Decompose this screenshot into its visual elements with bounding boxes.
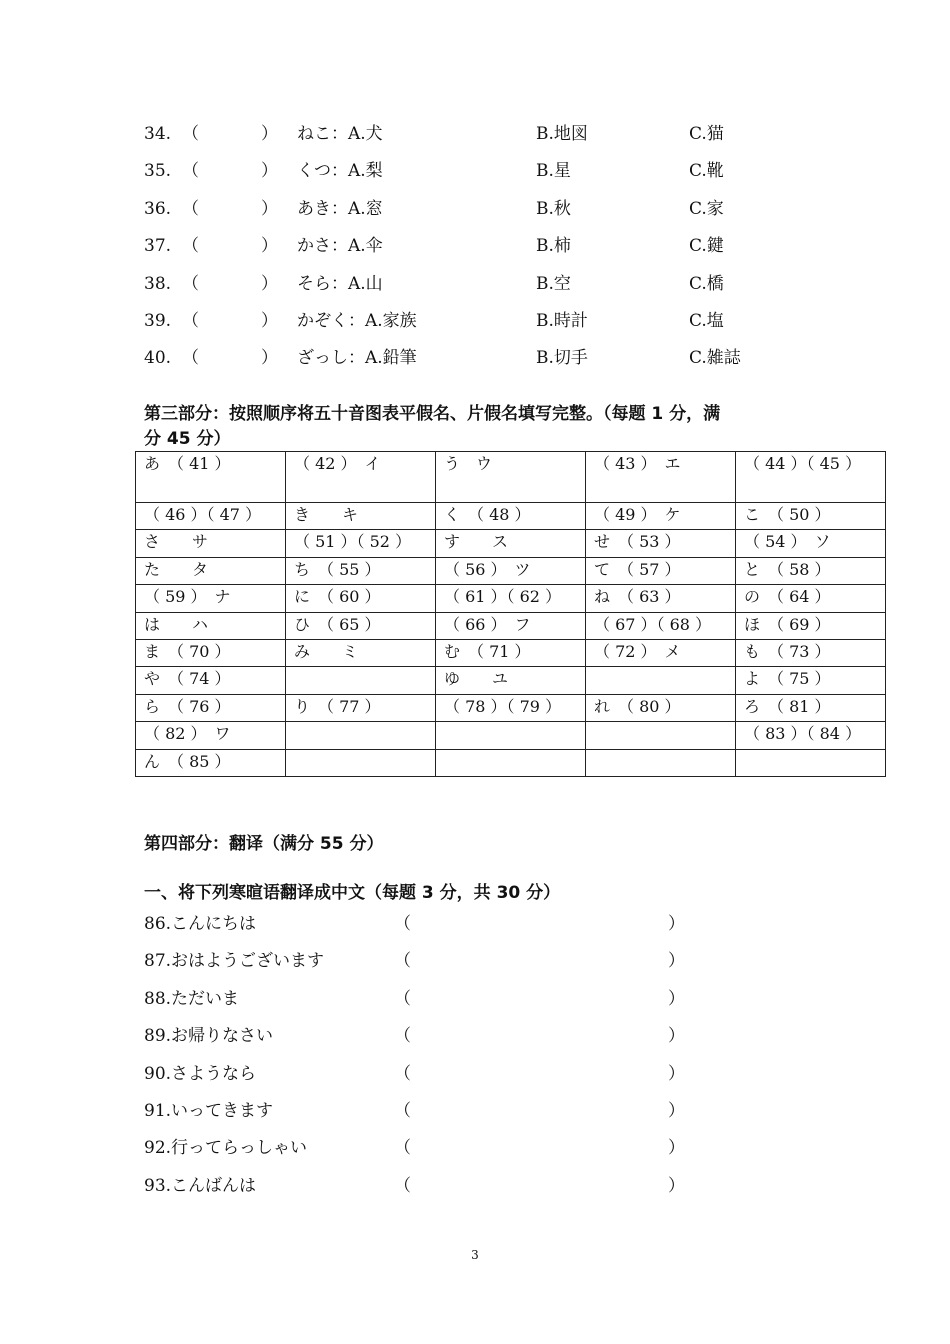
kana-cell: （ 49 ） ケ bbox=[586, 503, 736, 530]
kana-cell bbox=[586, 749, 736, 776]
kana-cell: （ 59 ） ナ bbox=[136, 585, 286, 612]
kana-row bbox=[136, 452, 886, 503]
kana-row bbox=[136, 612, 886, 639]
question-number: 40. bbox=[144, 348, 172, 369]
kana-cell: ろ （ 81 ） bbox=[736, 694, 886, 721]
kana-cell: れ （ 80 ） bbox=[586, 694, 736, 721]
kana-row bbox=[136, 557, 886, 584]
question-row bbox=[144, 157, 844, 194]
answer-blank-close: ） bbox=[668, 1026, 685, 1047]
kana-cell: り （ 77 ） bbox=[286, 694, 436, 721]
translation-row bbox=[144, 947, 704, 984]
kana-row bbox=[136, 503, 886, 530]
question-row bbox=[144, 195, 844, 232]
greeting-phrase: 88.ただいま bbox=[144, 988, 240, 1009]
kana-cell: （ 42 ） イ bbox=[286, 452, 436, 503]
kana-cell: と （ 58 ） bbox=[736, 557, 886, 584]
option-a: かさ：A.伞 bbox=[297, 236, 383, 257]
answer-blank-open[interactable]: （ bbox=[182, 273, 199, 294]
kana-cell: ひ （ 65 ） bbox=[286, 612, 436, 639]
multiple-choice-section bbox=[144, 120, 844, 382]
kana-cell: （ 66 ） フ bbox=[436, 612, 586, 639]
kana-row bbox=[136, 585, 886, 612]
kana-cell: ま （ 70 ） bbox=[136, 639, 286, 666]
answer-blank-close: ） bbox=[668, 1175, 685, 1196]
option-b: B.星 bbox=[536, 161, 571, 182]
answer-blank-open[interactable]: （ bbox=[394, 914, 411, 934]
greeting-phrase: 93.こんばんは bbox=[144, 1175, 257, 1196]
translation-row bbox=[144, 1022, 704, 1059]
option-b: B.空 bbox=[536, 273, 571, 294]
translation-row bbox=[144, 1134, 704, 1171]
part3-heading-continued: 分 45 分） bbox=[144, 429, 231, 449]
kana-cell bbox=[586, 722, 736, 749]
kana-cell: ゆ ユ bbox=[436, 667, 586, 694]
answer-blank-open[interactable]: （ bbox=[394, 988, 411, 1009]
kana-cell: て （ 57 ） bbox=[586, 557, 736, 584]
question-row bbox=[144, 270, 844, 307]
question-number: 36. bbox=[144, 198, 172, 219]
kana-cell: は ハ bbox=[136, 612, 286, 639]
question-number: 39. bbox=[144, 310, 172, 331]
option-b: B.秋 bbox=[536, 198, 571, 219]
answer-blank-open[interactable]: （ bbox=[182, 236, 199, 257]
answer-blank-close: ） bbox=[668, 914, 685, 934]
greeting-phrase: 91.いってきます bbox=[144, 1100, 274, 1121]
answer-blank-open[interactable]: （ bbox=[182, 310, 199, 331]
answer-blank-close: ） bbox=[261, 348, 278, 369]
part4-subheading: 一、将下列寒暄语翻译成中文（每题 3 分，共 30 分） bbox=[144, 883, 561, 903]
option-b: B.切手 bbox=[536, 348, 588, 369]
kana-cell: （ 82 ） ワ bbox=[136, 722, 286, 749]
answer-blank-close: ） bbox=[261, 273, 278, 294]
question-number: 35. bbox=[144, 161, 172, 182]
kana-cell: う ウ bbox=[436, 452, 586, 503]
kana-cell bbox=[586, 667, 736, 694]
translation-section bbox=[144, 910, 704, 1209]
kana-cell: く （ 48 ） bbox=[436, 503, 586, 530]
kana-cell: も （ 73 ） bbox=[736, 639, 886, 666]
option-c: C.雑誌 bbox=[689, 348, 741, 369]
option-c: C.家 bbox=[689, 198, 724, 219]
answer-blank-close: ） bbox=[668, 1138, 685, 1159]
answer-blank-close: ） bbox=[261, 310, 278, 331]
greeting-phrase: 90.さようなら bbox=[144, 1063, 257, 1084]
answer-blank-close: ） bbox=[668, 1063, 685, 1084]
greeting-phrase: 92.行ってらっしゃい bbox=[144, 1138, 308, 1159]
kana-table bbox=[135, 451, 886, 777]
kana-cell bbox=[286, 722, 436, 749]
kana-cell: の （ 64 ） bbox=[736, 585, 886, 612]
translation-row bbox=[144, 1097, 704, 1134]
option-c: C.塩 bbox=[689, 310, 724, 331]
question-row bbox=[144, 232, 844, 269]
translation-row bbox=[144, 985, 704, 1022]
answer-blank-open[interactable]: （ bbox=[394, 1100, 411, 1121]
kana-cell bbox=[436, 722, 586, 749]
answer-blank-open[interactable]: （ bbox=[182, 161, 199, 182]
option-a: ざっし：A.鉛筆 bbox=[297, 348, 417, 369]
question-row bbox=[144, 344, 844, 381]
kana-cell: ら （ 76 ） bbox=[136, 694, 286, 721]
answer-blank-close: ） bbox=[261, 124, 278, 144]
kana-cell: き キ bbox=[286, 503, 436, 530]
answer-blank-open[interactable]: （ bbox=[182, 124, 199, 144]
kana-row bbox=[136, 639, 886, 666]
answer-blank-close: ） bbox=[668, 951, 685, 972]
translation-row bbox=[144, 910, 704, 947]
kana-cell bbox=[436, 749, 586, 776]
kana-cell: せ （ 53 ） bbox=[586, 530, 736, 557]
option-b: B.柿 bbox=[536, 236, 571, 257]
question-row bbox=[144, 307, 844, 344]
kana-cell: ほ （ 69 ） bbox=[736, 612, 886, 639]
question-number: 38. bbox=[144, 273, 172, 294]
kana-cell: （ 83 ）（ 84 ） bbox=[736, 722, 886, 749]
kana-cell: （ 56 ） ツ bbox=[436, 557, 586, 584]
kana-row bbox=[136, 694, 886, 721]
kana-cell: に （ 60 ） bbox=[286, 585, 436, 612]
kana-cell: （ 78 ）（ 79 ） bbox=[436, 694, 586, 721]
kana-cell: む （ 71 ） bbox=[436, 639, 586, 666]
option-c: C.鍵 bbox=[689, 236, 724, 257]
greeting-phrase: 89.お帰りなさい bbox=[144, 1026, 274, 1047]
answer-blank-open[interactable]: （ bbox=[394, 1063, 411, 1084]
kana-cell: （ 43 ） エ bbox=[586, 452, 736, 503]
translation-row bbox=[144, 1060, 704, 1097]
kana-cell bbox=[286, 667, 436, 694]
kana-cell: た タ bbox=[136, 557, 286, 584]
translation-row bbox=[144, 1172, 704, 1209]
option-a: そら：A.山 bbox=[297, 273, 383, 294]
question-number: 37. bbox=[144, 236, 172, 257]
kana-cell: あ （ 41 ） bbox=[136, 452, 286, 503]
part3-heading: 第三部分：按照顺序将五十音图表平假名、片假名填写完整。（每题 1 分，满 bbox=[144, 404, 721, 424]
kana-cell: よ （ 75 ） bbox=[736, 667, 886, 694]
part4-heading: 第四部分：翻译（满分 55 分） bbox=[144, 834, 384, 854]
option-a: ねこ：A.犬 bbox=[297, 124, 383, 144]
kana-cell: ち （ 55 ） bbox=[286, 557, 436, 584]
answer-blank-open[interactable]: （ bbox=[182, 198, 199, 219]
kana-cell: こ （ 50 ） bbox=[736, 503, 886, 530]
answer-blank-open[interactable]: （ bbox=[394, 1026, 411, 1047]
greeting-phrase: 86.こんにちは bbox=[144, 914, 257, 934]
kana-cell bbox=[736, 749, 886, 776]
option-c: C.猫 bbox=[689, 124, 724, 144]
kana-cell: （ 44 ）（ 45 ） bbox=[736, 452, 886, 503]
answer-blank-close: ） bbox=[261, 198, 278, 219]
answer-blank-open[interactable]: （ bbox=[394, 1175, 411, 1196]
option-a: あき：A.窓 bbox=[297, 198, 383, 219]
kana-cell: （ 72 ） メ bbox=[586, 639, 736, 666]
kana-cell: （ 54 ） ソ bbox=[736, 530, 886, 557]
answer-blank-close: ） bbox=[261, 236, 278, 257]
option-b: B.地図 bbox=[536, 124, 588, 144]
answer-blank-open[interactable]: （ bbox=[182, 348, 199, 369]
greeting-phrase: 87.おはようございます bbox=[144, 951, 325, 972]
option-a: かぞく：A.家族 bbox=[297, 310, 417, 331]
answer-blank-open[interactable]: （ bbox=[394, 951, 411, 972]
answer-blank-open[interactable]: （ bbox=[394, 1138, 411, 1159]
kana-row bbox=[136, 530, 886, 557]
answer-blank-close: ） bbox=[261, 161, 278, 182]
kana-cell: （ 61 ）（ 62 ） bbox=[436, 585, 586, 612]
kana-row bbox=[136, 749, 886, 776]
kana-cell: す ス bbox=[436, 530, 586, 557]
kana-cell bbox=[286, 749, 436, 776]
page-number: 3 bbox=[471, 1248, 479, 1262]
kana-cell: （ 46 ）（ 47 ） bbox=[136, 503, 286, 530]
answer-blank-close: ） bbox=[668, 988, 685, 1009]
kana-cell: （ 67 ）（ 68 ） bbox=[586, 612, 736, 639]
question-row bbox=[144, 120, 844, 157]
option-b: B.時計 bbox=[536, 310, 588, 331]
option-a: くつ：A.梨 bbox=[297, 161, 383, 182]
kana-row bbox=[136, 722, 886, 749]
kana-cell: ん （ 85 ） bbox=[136, 749, 286, 776]
answer-blank-close: ） bbox=[668, 1100, 685, 1121]
question-number: 34. bbox=[144, 124, 172, 144]
option-c: C.靴 bbox=[689, 161, 724, 182]
kana-cell: （ 51 ）（ 52 ） bbox=[286, 530, 436, 557]
kana-cell: さ サ bbox=[136, 530, 286, 557]
kana-cell: ね （ 63 ） bbox=[586, 585, 736, 612]
kana-row bbox=[136, 667, 886, 694]
option-c: C.橋 bbox=[689, 273, 724, 294]
kana-cell: み ミ bbox=[286, 639, 436, 666]
kana-cell: や （ 74 ） bbox=[136, 667, 286, 694]
